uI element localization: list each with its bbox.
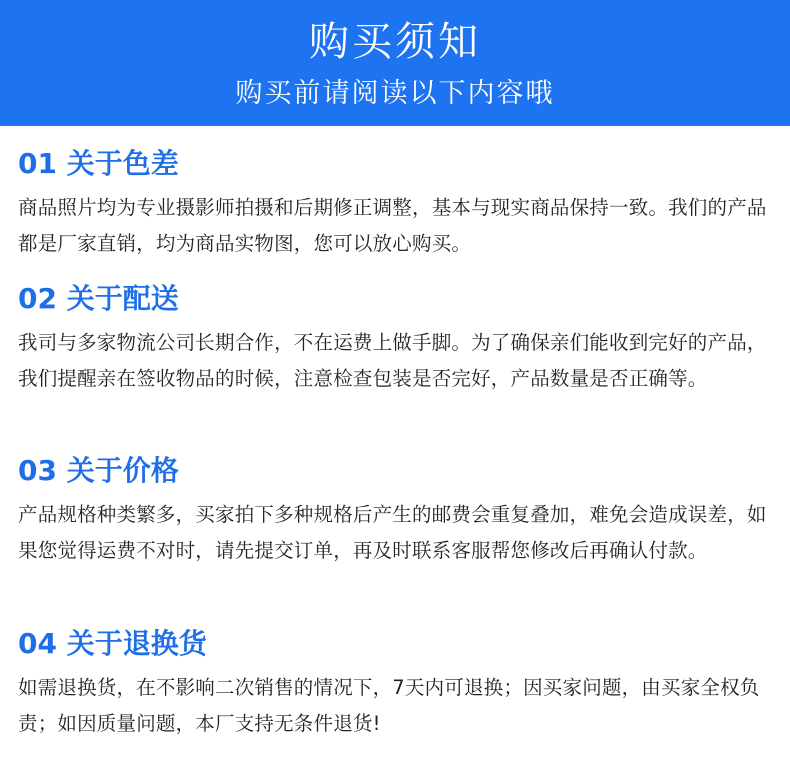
section-body: 我司与多家物流公司长期合作，不在运费上做手脚。为了确保亲们能收到完好的产品，我们提醒亲在签收物品的时候，注意检查包装是否完好，产品数量是否正确等。: [18, 331, 767, 390]
section-body: 产品规格种类繁多，买家拍下多种规格后产生的邮费会重复叠加，难免会造成误差，如果您觉得运费不对时，请先提交订单，再及时联系客服帮您修改后再确认付款。: [18, 503, 767, 562]
page-title: 购买须知: [309, 19, 481, 65]
section-delivery: [18, 279, 778, 397]
section-body: 如需退换货，在不影响二次销售的情况下，7天内可退换；因买家问题，由买家全权负责；如因质量问题，本厂支持无条件退货!: [18, 676, 760, 735]
section-heading: 04 关于退换货: [18, 627, 207, 660]
section-body: 商品照片均为专业摄影师拍摄和后期修正调整，基本与现实商品保持一致。我们的产品都是厂家直销，均为商品实物图，您可以放心购买。: [18, 196, 767, 255]
section-heading: 03 关于价格: [18, 454, 179, 487]
page-subtitle: 购买前请阅读以下内容哦: [235, 78, 555, 109]
section-color-difference: [18, 144, 778, 262]
section-heading: 01 关于色差: [18, 147, 179, 180]
header-banner: [0, 0, 790, 126]
section-heading: 02 关于配送: [18, 282, 179, 315]
section-returns: [18, 624, 778, 742]
section-price: [18, 451, 778, 569]
